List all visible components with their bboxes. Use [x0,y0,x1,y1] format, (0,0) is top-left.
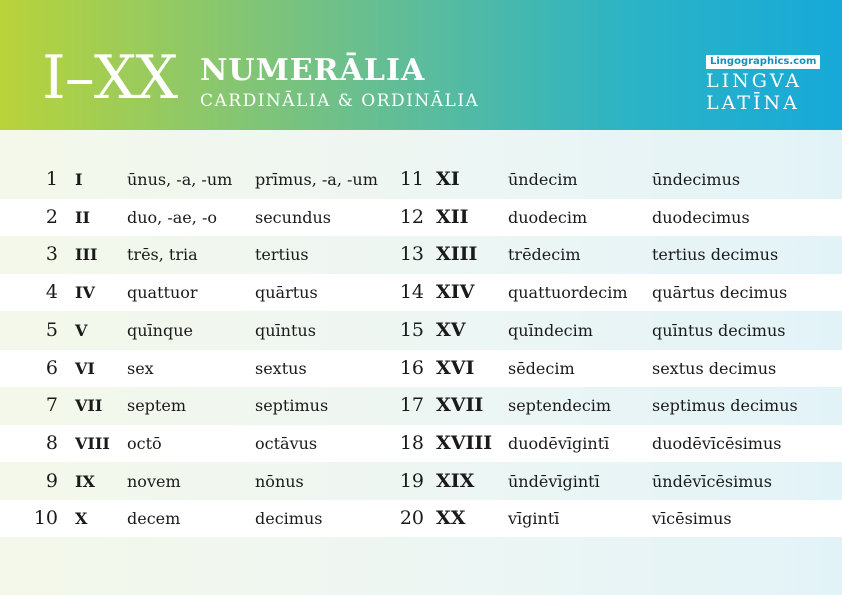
cardinal-cell: ūndēvīgintī [508,471,600,491]
arabic-numeral-cell: 12 [399,205,424,228]
arabic-numeral-cell: 2 [45,205,58,228]
table-row [0,199,842,236]
roman-numeral-cell: XV [436,318,466,341]
header-banner [0,0,842,130]
roman-numeral-cell: XI [436,168,460,190]
ordinal-cell: tertius [255,245,309,265]
arabic-numeral-cell: 16 [399,356,424,379]
ordinal-cell: octāvus [255,433,318,453]
table-row [0,274,842,311]
cardinal-cell: trēdecim [508,245,581,265]
cardinal-cell: sēdecim [508,358,575,378]
ordinal-cell: septimus decimus [652,396,798,416]
roman-numeral-cell: IX [75,471,95,491]
arabic-numeral-cell: 4 [45,281,58,304]
roman-numeral-cell: XIX [436,469,475,492]
ordinal-cell: sextus decimus [652,358,777,378]
numeral-range: I–XX [42,43,178,113]
ordinal-cell: quārtus [255,283,318,303]
arabic-numeral-cell: 9 [45,469,58,492]
roman-numeral-cell: XX [436,507,466,530]
ordinal-cell: septimus [255,396,329,416]
roman-numeral-cell: XIII [436,243,478,266]
cardinal-cell: duodecim [508,207,588,227]
table-row [0,500,842,537]
arabic-numeral-cell: 5 [45,318,58,341]
cardinal-cell: ūnus, -a, -um [127,170,233,189]
arabic-numeral-cell: 1 [45,168,58,190]
arabic-numeral-cell: 11 [399,168,424,190]
arabic-numeral-cell: 10 [33,507,58,530]
roman-numeral-cell: XVII [436,394,484,417]
arabic-numeral-cell: 3 [45,243,58,266]
ordinal-cell: nōnus [255,471,304,491]
table-row [0,312,842,349]
ordinal-cell: ūndecimus [652,170,741,189]
numerals-table [0,130,842,595]
table-row [0,425,842,462]
ordinal-cell: sextus [255,358,307,378]
ordinal-cell: duodecimus [652,207,750,227]
cardinal-cell: quīndecim [508,320,593,340]
cardinal-cell: duodēvīgintī [508,433,610,453]
brand-subtitle: LINGVA LATĪNA [706,70,803,114]
table-row [0,350,842,387]
cardinal-cell: quīnque [127,320,193,340]
table-row [0,236,842,273]
arabic-numeral-cell: 14 [399,281,424,304]
roman-numeral-cell: V [75,320,88,340]
arabic-numeral-cell: 13 [399,243,424,266]
cardinal-cell: novem [127,471,181,491]
arabic-numeral-cell: 15 [399,318,424,341]
roman-numeral-cell: VI [75,358,95,378]
cardinal-cell: quattuor [127,283,198,303]
arabic-numeral-cell: 20 [399,507,424,530]
roman-numeral-cell: III [75,245,98,265]
page-subtitle: CARDINĀLIA & ORDINĀLIA [200,91,480,111]
arabic-numeral-cell: 7 [45,394,58,417]
roman-numeral-cell: XVI [436,356,475,379]
page-title: NUMERĀLIA [200,53,426,88]
brand-logo: Lingographics.com [706,55,820,69]
arabic-numeral-cell: 17 [399,394,424,417]
roman-numeral-cell: VII [75,396,103,416]
ordinal-cell: tertius decimus [652,245,779,265]
arabic-numeral-cell: 6 [45,356,58,379]
roman-numeral-cell: I [75,170,83,189]
roman-numeral-cell: II [75,207,90,227]
cardinal-cell: duo, -ae, -o [127,207,217,227]
roman-numeral-cell: IV [75,283,95,303]
cardinal-cell: decem [127,509,181,529]
ordinal-cell: quīntus [255,320,316,340]
cardinal-cell: trēs, tria [127,245,198,265]
ordinal-cell: quārtus decimus [652,283,788,303]
cardinal-cell: ūndecim [508,170,578,189]
roman-numeral-cell: XII [436,205,469,228]
cardinal-cell: sex [127,358,154,378]
roman-numeral-cell: X [75,509,88,529]
ordinal-cell: quīntus decimus [652,320,786,340]
arabic-numeral-cell: 8 [45,431,58,454]
table-row [0,161,842,198]
roman-numeral-cell: VIII [75,433,110,453]
cardinal-cell: octō [127,433,162,453]
table-row [0,463,842,500]
table-row [0,387,842,424]
ordinal-cell: secundus [255,207,332,227]
cardinal-cell: septem [127,396,186,416]
ordinal-cell: ūndēvīcēsimus [652,471,772,491]
roman-numeral-cell: XVIII [436,431,493,454]
roman-numeral-cell: XIV [436,281,475,304]
arabic-numeral-cell: 18 [399,431,424,454]
ordinal-cell: decimus [255,509,323,529]
arabic-numeral-cell: 19 [399,469,424,492]
cardinal-cell: vīgintī [508,509,560,529]
cardinal-cell: septendecim [508,396,612,416]
ordinal-cell: duodēvīcēsimus [652,433,782,453]
ordinal-cell: vīcēsimus [652,509,732,529]
ordinal-cell: prīmus, -a, -um [255,170,378,189]
cardinal-cell: quattuordecim [508,283,628,303]
